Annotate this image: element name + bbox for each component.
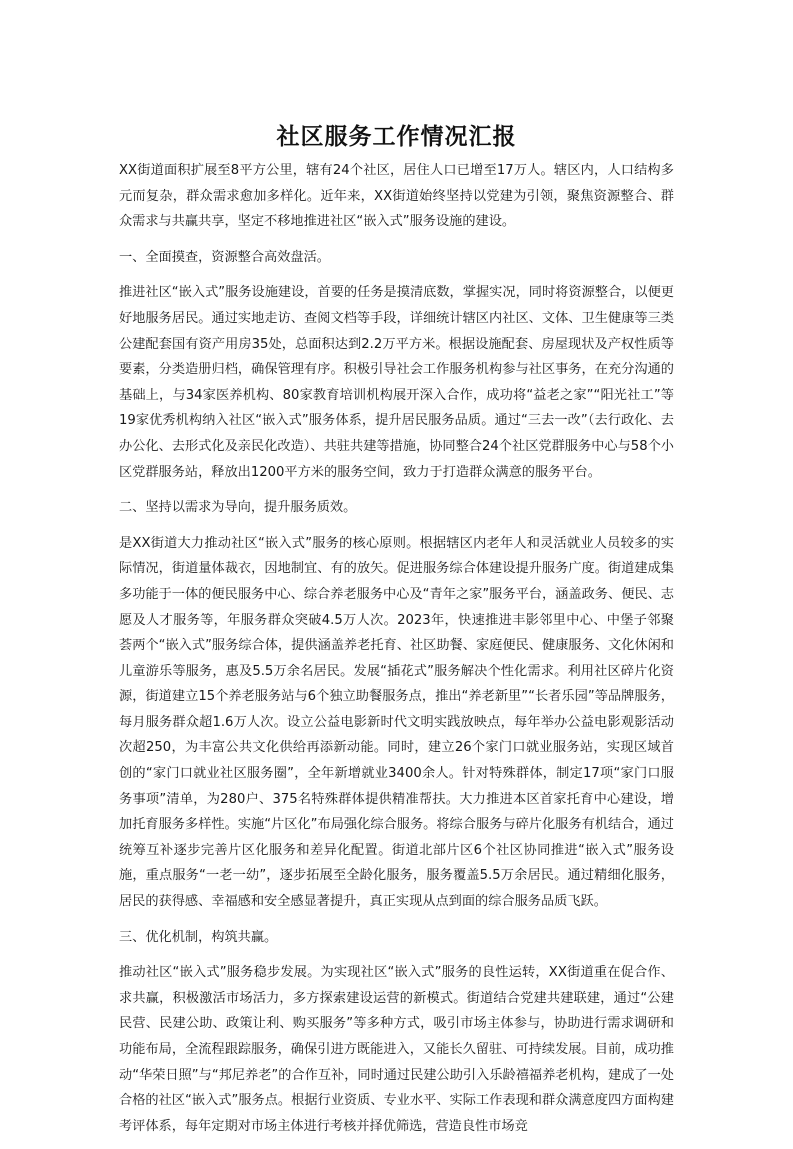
document-body (119, 158, 674, 1149)
section-3-paragraph: 推动社区“嵌入式”服务稳步发展。为实现社区“嵌入式”服务的良性运转，XX街道重在促合作、求共赢，积极激活市场活力，多方探索建设运营的新模式。街道结合党建共建联建，通过“公建民营、民建公助、政策让利、购买服务”等多种方式，吸引市场主体参与，协助进行需求调研和功能布局，全流程跟踪服务，确保引进方既能进入，又能长久留驻、可持续发展。目前，成功推动“华荣日照”与“邦尼养老”的合作互补，同时通过民建公助引入乐龄禧福养老机构，建成了一处合格的社区“嵌入式”服务点。根据行业资质、专业水平、实际工作表现和群众满意度四方面构建考评体系，每年定期对市场主体进行考核并择优筛选，营造良性市场竞 (119, 965, 674, 1134)
document-title: 社区服务工作情况汇报 (276, 123, 517, 150)
section-2-paragraph: 是XX街道大力推动社区“嵌入式”服务的核心原则。根据辖区内老年人和灵活就业人员较多的实际情况，街道量体裁衣，因地制宜、有的放矢。促进服务综合体建设提升服务广度。街道建成集多功能于一体的便民服务中心、综合养老服务中心及“青年之家”服务平台，涵盖政务、便民、志愿及人才服务等，年服务群众突破4.5万人次。2023年，快速推进丰影邻里中心、中堡子邻聚荟两个“嵌入式”服务综合体，提供涵盖养老托育、社区助餐、家庭便民、健康服务、文化休闲和儿童游乐等服务，惠及5.5万余名居民。发展“插花式”服务解决个性化需求。利用社区碎片化资源，街道建立15个养老服务站与6个独立助餐服务点，推出“养老新里”“长者乐园”等品牌服务，每月服务群众超1.6万人次。设立公益电影新时代文明实践放映点，每年举办公益电影观影活动次超250，为丰富公共文化供给再添新动能。同时，建立26个家门口就业服务站，实现区域首创的“家门口就业社区服务圈”，全年新增就业3400余人。针对特殊群体，制定17项“家门口服务事项”清单，为280户、375名特殊群体提供精准帮扶。大力推进本区首家托育中心建设，增加托育服务多样性。实施“片区化”布局强化综合服务。将综合服务与碎片化服务有机结合，通过统筹互补逐步完善片区化服务和差异化配置。街道北部片区6个社区协同推进“嵌入式”服务设施，重点服务“一老一幼”，逐步拓展至全龄化服务，服务覆盖5.5万余居民。通过精细化服务，居民的获得感、幸福感和安全感显著提升，真正实现从点到面的综合服务品质飞跃。 (119, 535, 674, 910)
section-heading-3: 三、优化机制，构筑共赢。 (119, 929, 278, 945)
section-heading-2: 二、坚持以需求为导向，提升服务质效。 (119, 500, 357, 516)
section-heading-1: 一、全面摸查，资源整合高效盘活。 (119, 249, 330, 265)
section-1-paragraph: 推进社区“嵌入式”服务设施建设，首要的任务是摸清底数，掌握实况，同时将资源整合，以便更好地服务居民。通过实地走访、查阅文档等手段，详细统计辖区内社区、文体、卫生健康等三类公建配套国有资产用房35处，总面积达到2.2万平方米。根据设施配套、房屋现状及产权性质等要素，分类造册归档，确保管理有序。积极引导社会工作服务机构参与社区事务，在充分沟通的基础上，与34家医养机构、80家教育培训机构展开深入合作，成功将“益老之家”“阳光社工”等19家优秀机构纳入社区“嵌入式”服务体系，提升居民服务品质。通过“三去一改”（去行政化、去办公化、去形式化及亲民化改造）、共驻共建等措施，协同整合24个社区党群服务中心与58个小区党群服务站，释放出1200平方米的服务空间，致力于打造群众满意的服务平台。 (119, 285, 674, 480)
intro-paragraph: XX街道面积扩展至8平方公里，辖有24个社区，居住人口已增至17万人。辖区内，人口结构多元而复杂，群众需求愈加多样化。近年来，XX街道始终坚持以党建为引领，聚焦资源整合、群众需求与共赢共享，坚定不移地推进社区“嵌入式”服务设施的建设。 (119, 163, 674, 230)
